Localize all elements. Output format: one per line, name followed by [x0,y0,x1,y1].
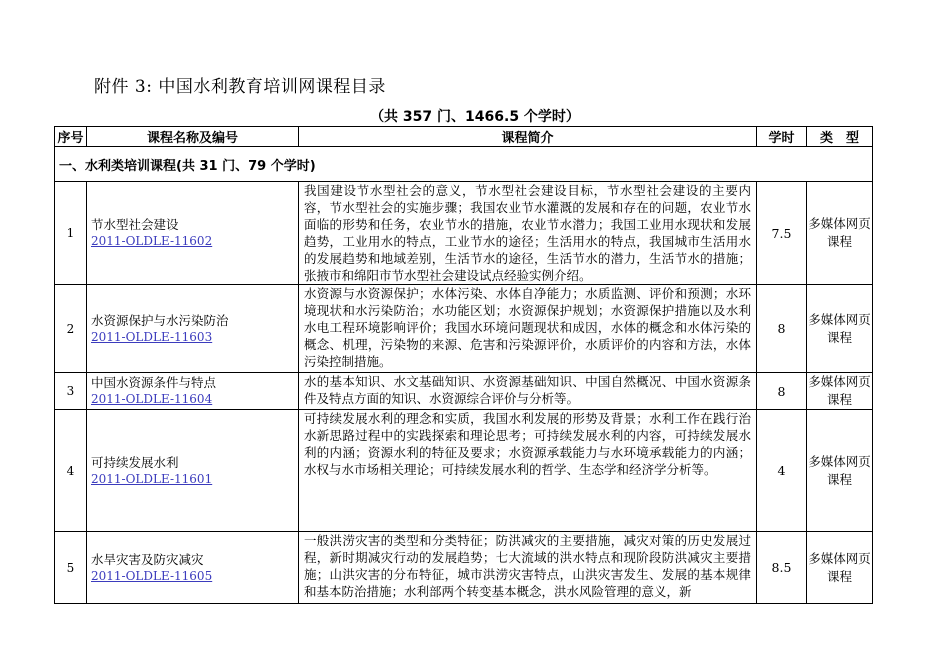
course-type: 多媒体网页课程 [807,373,873,410]
course-hours: 7.5 [757,182,807,285]
document-subtitle: （共 357 门、1466.5 个学时） [370,109,580,125]
course-hours: 4 [757,410,807,532]
course-name-cell [87,182,299,285]
course-table [54,126,873,604]
course-code-link[interactable]: 2011-OLDLE-11604 [91,392,213,406]
course-name-cell [87,532,299,604]
course-hours: 8 [757,373,807,410]
table-row [55,410,873,532]
header-row [55,127,873,147]
course-description: 一般洪涝灾害的类型和分类特征；防洪减灾的主要措施，减灾对策的历史发展过程，新时期减灾行动的发展趋势；七大流域的洪水特点和现阶段防洪减灾主要措施；山洪灾害的分布特征，城市洪涝灾害特点，山洪灾害发生、发展的基本规律和基本防治措施；水利部两个转变基本概念，洪水风险管理的意义，新 [299,532,757,604]
row-number: 5 [55,532,87,604]
row-number: 4 [55,410,87,532]
table-row [55,373,873,410]
course-type: 多媒体网页课程 [807,182,873,285]
row-number: 2 [55,285,87,373]
course-name: 中国水资源条件与特点 [91,375,217,390]
course-hours: 8 [757,285,807,373]
course-name-cell [87,410,299,532]
header-type: 类 型 [807,127,873,147]
document-title: 附件 3: 中国水利教育培训网课程目录 [94,77,386,97]
course-code-link[interactable]: 2011-OLDLE-11602 [91,234,213,248]
row-number: 3 [55,373,87,410]
course-type: 多媒体网页课程 [807,532,873,604]
course-code-link[interactable]: 2011-OLDLE-11603 [91,329,213,344]
section-row [55,147,873,182]
header-name: 课程名称及编号 [87,127,299,147]
course-type: 多媒体网页课程 [807,410,873,532]
row-number: 1 [55,182,87,285]
course-name: 节水型社会建设 [91,217,179,232]
course-description: 可持续发展水利的理念和实质，我国水利发展的形势及背景；水利工作在践行治水新思路过程中的实践探索和理论思考；可持续发展水利的内容，可持续发展水利的内涵；资源水利的特征及要求；水资源承载能力与水环境承载能力的内涵；水权与水市场相关理论；可持续发展水利的哲学、生态学和经济学分析等。 [299,410,757,532]
course-name-cell [87,285,299,373]
course-name: 可持续发展水利 [91,454,179,470]
course-code-link[interactable]: 2011-OLDLE-11601 [91,471,213,486]
course-hours: 8.5 [757,532,807,604]
table-row [55,532,873,604]
course-code-link[interactable]: 2011-OLDLE-11605 [91,568,213,583]
header-no: 序号 [55,127,87,147]
course-description: 水的基本知识、水文基础知识、水资源基础知识、中国自然概况、中国水资源条件及特点方面的知识、水资源综合评价与分析等。 [299,373,757,410]
table-row [55,285,873,373]
course-name: 水旱灾害及防灾减灾 [91,551,204,567]
course-name-cell [87,373,299,410]
table-row [55,182,873,285]
section-title: 一、水利类培训课程(共 31 门、79 个学时) [55,147,873,182]
course-description: 水资源与水资源保护；水体污染、水体自净能力；水质监测、评价和预测；水环境现状和水污染防治；水功能区划；水资源保护规划；水资源保护措施以及水利水电工程环境影响评价；我国水环境问题现状和成因，水体的概念和水体污染的概念、机理，污染物的来源、危害和污染源评价，水质评价的内容和方法，水体污染控制措施。 [299,285,757,373]
course-description: 我国建设节水型社会的意义，节水型社会建设目标，节水型社会建设的主要内容，节水型社会的实施步骤；我国农业节水灌溉的发展和存在的问题，农业节水面临的形势和任务，农业节水的措施，农业节水潜力；我国工业用水现状和发展趋势，工业用水的特点，工业节水的途径；生活用水的特点，我国城市生活用水的发展趋势和地域差别，生活节水的途径，生活节水的潜力，生活节水的措施；张掖市和绵阳市节水型社会建设试点经验实例介绍。 [299,182,757,285]
header-desc: 课程简介 [299,127,757,147]
course-type: 多媒体网页课程 [807,285,873,373]
course-name: 水资源保护与水污染防治 [91,312,229,328]
header-hours: 学时 [757,127,807,147]
